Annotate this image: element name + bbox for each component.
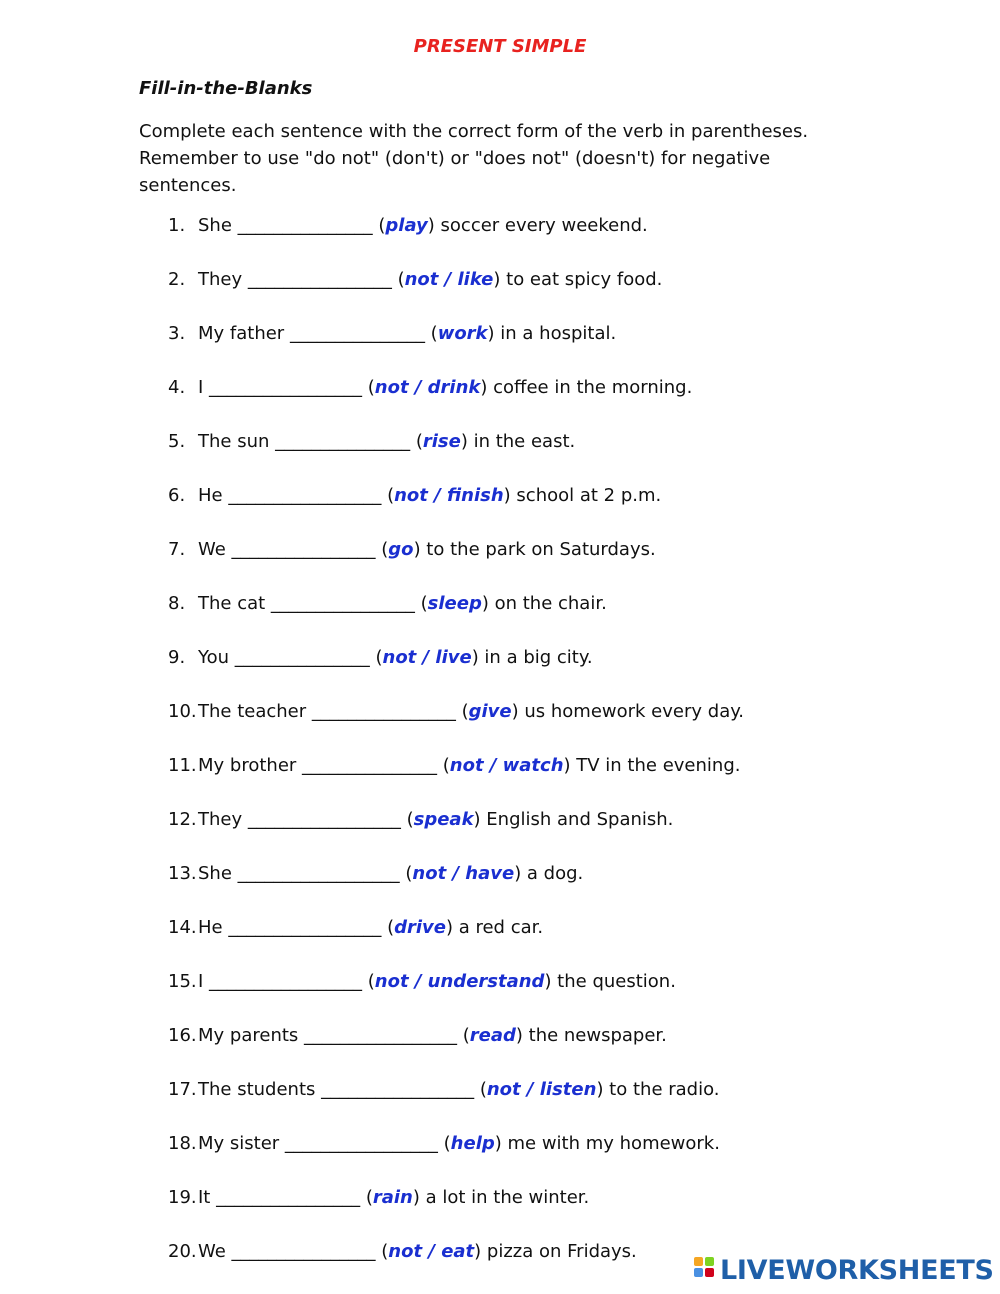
section-subtitle: Fill-in-the-Blanks — [139, 78, 313, 99]
item-text-before: She — [198, 863, 238, 884]
item-number: 4. — [168, 377, 186, 398]
verb-hint: work — [437, 323, 488, 344]
item-number: 13. — [168, 863, 197, 884]
verb-hint: not / drink — [374, 377, 481, 398]
item-number: 14. — [168, 917, 197, 938]
item-text-after: ) us homework every day. — [511, 701, 745, 722]
answer-blank[interactable]: _________________ — [247, 809, 401, 830]
item-number: 2. — [168, 269, 186, 290]
exercise-item: 16.My parents _________________ (read) the newspaper. — [168, 1025, 667, 1046]
exercise-item: 5. The sun _______________ (rise) in the east. — [168, 431, 576, 452]
answer-blank[interactable]: _________________ — [304, 1025, 458, 1046]
item-text-after: ) a red car. — [445, 917, 544, 938]
item-text-before: He — [198, 485, 229, 506]
exercise-item: 11.My brother _______________ (not / watch) TV in the evening. — [168, 755, 741, 776]
item-number: 10. — [168, 701, 197, 722]
verb-hint: not / understand — [374, 971, 545, 992]
exercise-item: 19.It ________________ (rain) a lot in the winter. — [168, 1187, 590, 1208]
exercise-item: 6. He _________________ (not / finish) school at 2 p.m. — [168, 485, 662, 506]
item-text-before: The students — [198, 1079, 322, 1100]
item-text-before: My parents — [198, 1025, 305, 1046]
answer-blank[interactable]: _________________ — [321, 1079, 475, 1100]
item-number: 9. — [168, 647, 186, 668]
exercise-item: 10.The teacher ________________ (give) us homework every day. — [168, 701, 745, 722]
item-text-before: I — [198, 971, 210, 992]
exercise-item: 20.We ________________ (not / eat) pizza on Fridays. — [168, 1241, 637, 1262]
verb-hint: not / have — [412, 863, 515, 884]
item-number: 7. — [168, 539, 186, 560]
exercise-item: 8. The cat ________________ (sleep) on the chair. — [168, 593, 607, 614]
verb-hint: not / eat — [388, 1241, 475, 1262]
item-text-after: ) to the park on Saturdays. — [413, 539, 656, 560]
item-text-after: ) soccer every weekend. — [427, 215, 648, 236]
answer-blank[interactable]: ________________ — [216, 1187, 361, 1208]
answer-blank[interactable]: _______________ — [302, 755, 438, 776]
answer-blank[interactable]: ________________ — [270, 593, 415, 614]
item-text-before: My brother — [198, 755, 303, 776]
verb-hint: rain — [372, 1187, 413, 1208]
exercise-item: 3. My father _______________ (work) in a hospital. — [168, 323, 617, 344]
item-number: 16. — [168, 1025, 197, 1046]
exercise-item: 1. She _______________ (play) soccer every weekend. — [168, 215, 648, 236]
verb-hint: read — [469, 1025, 516, 1046]
item-number: 18. — [168, 1133, 197, 1154]
verb-hint: not / finish — [394, 485, 504, 506]
verb-hint: not / like — [404, 269, 494, 290]
item-number: 19. — [168, 1187, 197, 1208]
verb-hint: not / live — [382, 647, 472, 668]
item-text-before: The teacher — [198, 701, 312, 722]
answer-blank[interactable]: ________________ — [231, 1241, 376, 1262]
item-text-before: The cat — [198, 593, 271, 614]
logo-text: LIVEWORKSHEETS — [720, 1254, 994, 1286]
exercise-item: 4. I _________________ (not / drink) coffee in the morning. — [168, 377, 693, 398]
item-text-before: The sun — [198, 431, 276, 452]
exercise-item: 13.She __________________ (not / have) a dog. — [168, 863, 584, 884]
logo-icon — [694, 1255, 718, 1285]
item-number: 1. — [168, 215, 186, 236]
answer-blank[interactable]: _________________ — [284, 1133, 438, 1154]
item-number: 3. — [168, 323, 186, 344]
item-text-before: I — [198, 377, 210, 398]
answer-blank[interactable]: _______________ — [234, 647, 370, 668]
verb-hint: play — [385, 215, 428, 236]
verb-hint: give — [468, 701, 512, 722]
item-text-after: ) coffee in the morning. — [480, 377, 693, 398]
item-text-after: ) school at 2 p.m. — [503, 485, 662, 506]
item-text-before: They — [198, 269, 248, 290]
item-text-before: My father — [198, 323, 290, 344]
liveworksheets-logo — [694, 1254, 994, 1286]
item-text-after: ) the question. — [544, 971, 676, 992]
item-number: 15. — [168, 971, 197, 992]
item-text-after: ) pizza on Fridays. — [474, 1241, 637, 1262]
item-number: 5. — [168, 431, 186, 452]
item-number: 6. — [168, 485, 186, 506]
answer-blank[interactable]: _______________ — [275, 431, 411, 452]
item-number: 17. — [168, 1079, 197, 1100]
item-text-after: ) in a big city. — [471, 647, 593, 668]
item-number: 8. — [168, 593, 186, 614]
item-text-after: ) in the east. — [460, 431, 576, 452]
item-text-before: You — [198, 647, 235, 668]
exercise-item: 15.I _________________ (not / understand) the question. — [168, 971, 676, 992]
item-text-before: My sister — [198, 1133, 285, 1154]
answer-blank[interactable]: _________________ — [209, 971, 363, 992]
page-title: PRESENT SIMPLE — [413, 36, 587, 57]
verb-hint: go — [388, 539, 414, 560]
verb-hint: sleep — [427, 593, 482, 614]
item-number: 11. — [168, 755, 197, 776]
item-text-after: ) TV in the evening. — [563, 755, 741, 776]
exercise-item: 12.They _________________ (speak) English and Spanish. — [168, 809, 674, 830]
item-text-after: ) a dog. — [514, 863, 584, 884]
answer-blank[interactable]: _________________ — [228, 485, 382, 506]
verb-hint: not / watch — [449, 755, 564, 776]
item-text-before: She — [198, 215, 238, 236]
item-text-after: ) to the radio. — [596, 1079, 720, 1100]
answer-blank[interactable]: _______________ — [289, 323, 425, 344]
item-text-after: ) in a hospital. — [487, 323, 617, 344]
item-text-before: We — [198, 539, 232, 560]
exercise-item: 9. You _______________ (not / live) in a big city. — [168, 647, 593, 668]
answer-blank[interactable]: __________________ — [237, 863, 400, 884]
exercise-item: 14.He _________________ (drive) a red car. — [168, 917, 544, 938]
verb-hint: help — [450, 1133, 495, 1154]
item-text-before: We — [198, 1241, 232, 1262]
instructions-text: Complete each sentence with the correct form of the verb in parentheses. Remember to use "do not" (don't) or "does not" (doesn't) for negative sentences. — [139, 121, 809, 196]
exercise-item: 17.The students _________________ (not / listen) to the radio. — [168, 1079, 720, 1100]
answer-blank[interactable]: ________________ — [231, 539, 376, 560]
answer-blank[interactable]: _________________ — [228, 917, 382, 938]
item-text-after: ) on the chair. — [481, 593, 607, 614]
verb-hint: speak — [413, 809, 474, 830]
exercise-item: 18.My sister _________________ (help) me with my homework. — [168, 1133, 720, 1154]
verb-hint: rise — [422, 431, 461, 452]
item-text-after: ) to eat spicy food. — [493, 269, 663, 290]
exercise-item: 7. We ________________ (go) to the park on Saturdays. — [168, 539, 656, 560]
item-text-after: ) a lot in the winter. — [412, 1187, 590, 1208]
exercise-item: 2. They ________________ (not / like) to eat spicy food. — [168, 269, 663, 290]
item-text-after: ) English and Spanish. — [473, 809, 674, 830]
verb-hint: not / listen — [486, 1079, 597, 1100]
verb-hint: drive — [394, 917, 446, 938]
item-text-after: ) the newspaper. — [515, 1025, 667, 1046]
answer-blank[interactable]: _________________ — [209, 377, 363, 398]
answer-blank[interactable]: ________________ — [311, 701, 456, 722]
item-text-after: ) me with my homework. — [494, 1133, 720, 1154]
item-number: 12. — [168, 809, 197, 830]
answer-blank[interactable]: _______________ — [237, 215, 373, 236]
answer-blank[interactable]: ________________ — [247, 269, 392, 290]
item-number: 20. — [168, 1241, 197, 1262]
item-text-before: It — [198, 1187, 217, 1208]
item-text-before: He — [198, 917, 229, 938]
item-text-before: They — [198, 809, 248, 830]
